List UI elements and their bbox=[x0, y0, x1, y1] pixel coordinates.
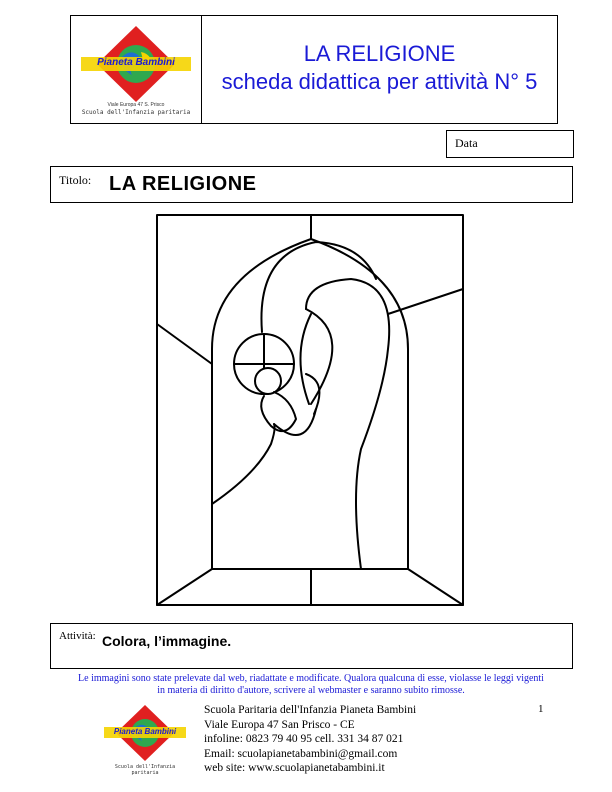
date-label: Data bbox=[455, 136, 478, 150]
pianeta-bambini-logo-icon bbox=[100, 703, 190, 773]
header-title-line1: LA RELIGIONE bbox=[303, 41, 456, 66]
logo-brand: Pianeta Bambini bbox=[97, 57, 175, 68]
stained-glass-madonna-child-icon bbox=[156, 214, 464, 606]
title-label: Titolo: bbox=[59, 173, 92, 187]
disclaimer-line1: Le immagini sono state prelevate dal web, riadattate e modificate. Qualora qualcuna di esse, violasse le leggi vigenti bbox=[78, 673, 544, 684]
activity-box bbox=[50, 623, 573, 669]
footer-school-name: Scuola Paritaria dell'Infanzia Pianeta Bambini bbox=[204, 704, 417, 716]
page-number: 1 bbox=[538, 703, 544, 715]
footer-website[interactable]: web site: www.scuolapianetabambini.it bbox=[204, 762, 385, 774]
copyright-disclaimer bbox=[30, 673, 592, 697]
footer-logo-brand: Pianeta Bambini bbox=[113, 727, 177, 736]
header-logo bbox=[77, 24, 195, 120]
title-box bbox=[50, 166, 573, 203]
header-box bbox=[70, 15, 558, 124]
footer-logo bbox=[100, 703, 190, 776]
logo-subtitle: Scuola dell'Infanzia paritaria bbox=[81, 109, 191, 116]
footer-phone: infoline: 0823 79 40 95 cell. 331 34 87 021 bbox=[204, 733, 404, 745]
title-value: LA RELIGIONE bbox=[109, 173, 257, 195]
footer-logo-subtitle: Scuola dell'Infanzia paritaria bbox=[114, 764, 176, 776]
activity-label: Attività: bbox=[59, 630, 96, 642]
coloring-drawing bbox=[156, 214, 464, 606]
footer-contact-info bbox=[204, 703, 416, 776]
activity-value: Colora, l’immagine. bbox=[102, 633, 232, 649]
header-title-line2: scheda didattica per attività N° 5 bbox=[221, 69, 538, 94]
header-title bbox=[202, 40, 557, 96]
disclaimer-line2: in materia di diritto d'autore, scrivere al webmaster e saranno subito rimosse. bbox=[157, 685, 465, 696]
footer-email[interactable]: Email: scuolapianetabambini@gmail.com bbox=[204, 747, 398, 760]
date-field[interactable] bbox=[446, 130, 574, 158]
footer-address: Viale Europa 47 San Prisco - CE bbox=[204, 718, 355, 731]
logo-address: Viale Europa 47 S. Prisco bbox=[107, 102, 165, 108]
